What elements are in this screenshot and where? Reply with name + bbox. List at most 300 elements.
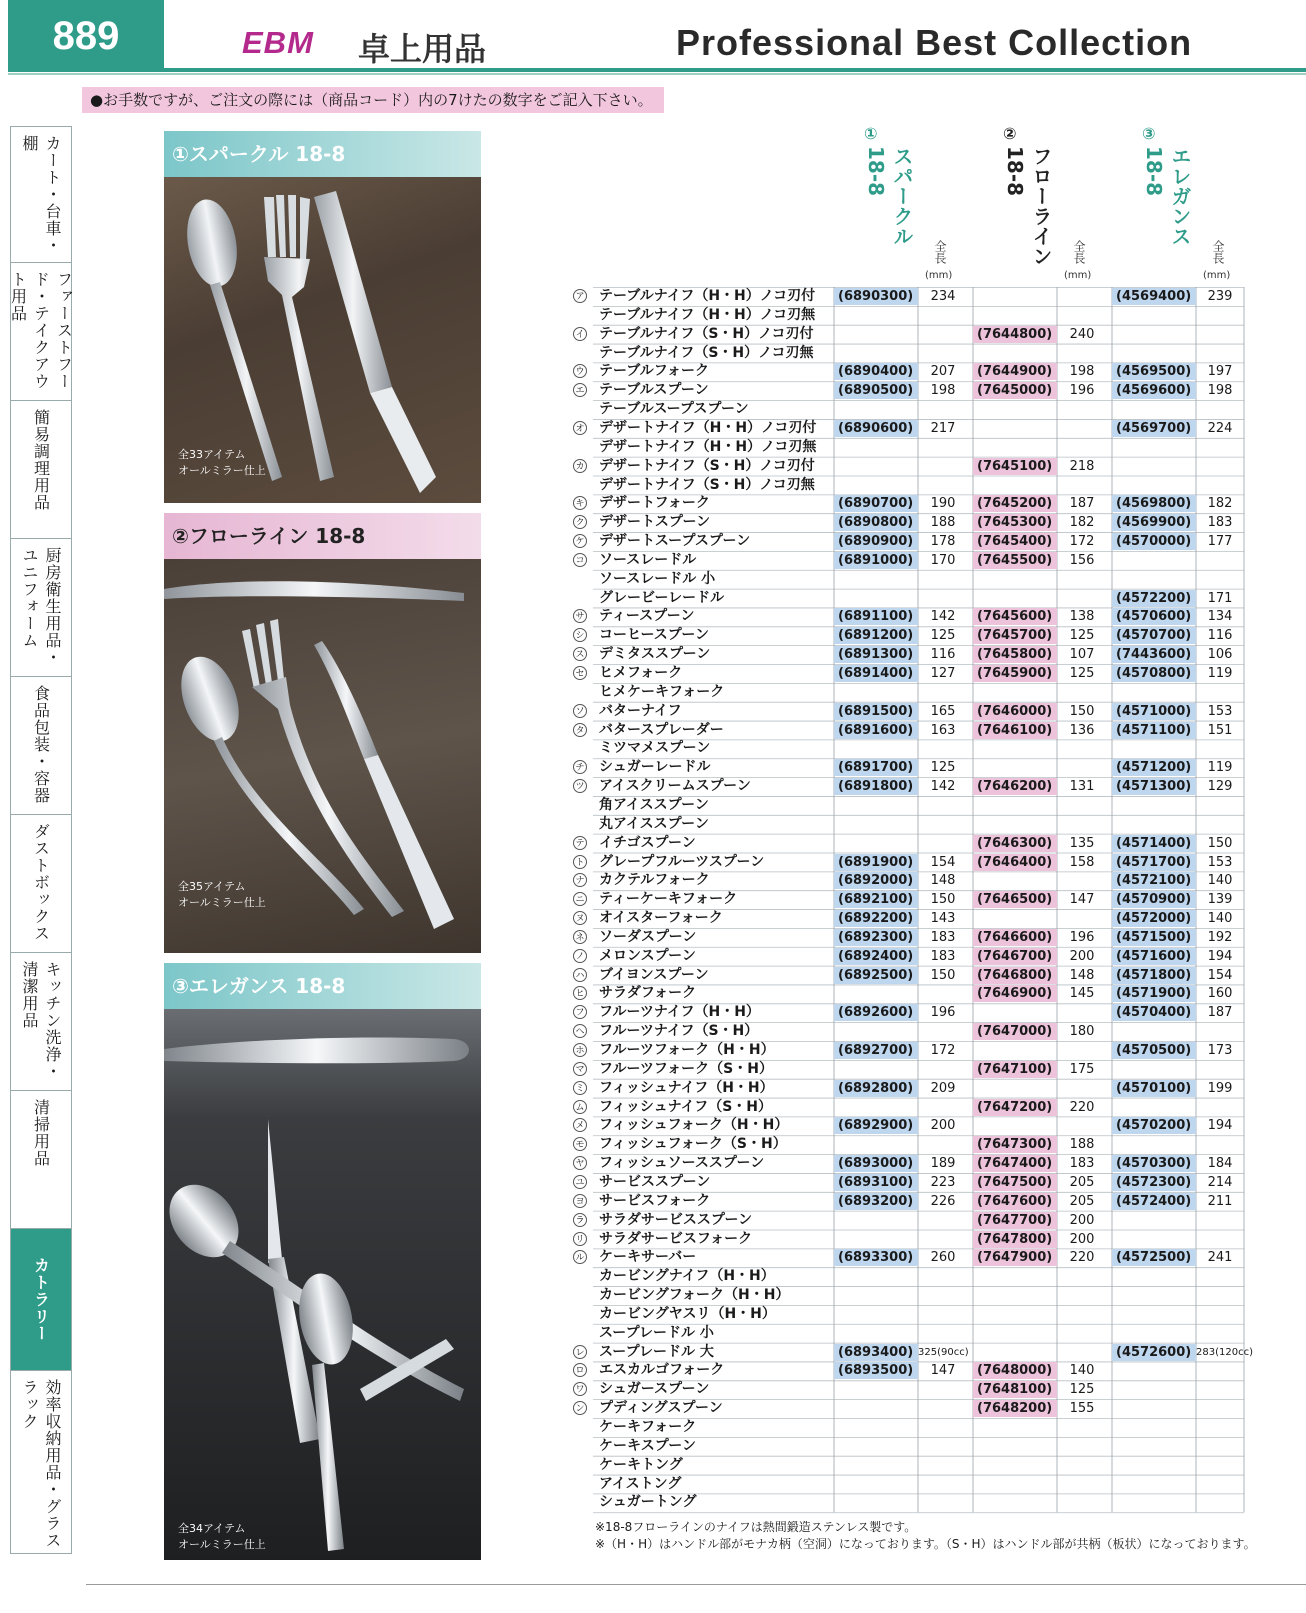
side-tab-storage[interactable] — [11, 1371, 71, 1553]
sparkle-code: (6890500) — [834, 382, 918, 399]
sparkle-length — [918, 684, 968, 701]
item-name: デザートナイフ（H・H）ノコ刃無 — [599, 438, 817, 455]
table-row — [573, 871, 1244, 890]
sparkle-length: 217 — [930, 420, 956, 436]
flowline-length — [1057, 759, 1107, 776]
flowline-code: (7646300) — [973, 835, 1057, 852]
sparkle-code — [834, 401, 918, 418]
elegance-length — [1196, 816, 1244, 833]
flowline-code: (7646400) — [973, 854, 1057, 871]
sparkle-code — [834, 684, 918, 701]
flowline-code — [973, 439, 1057, 456]
flowline-length: 136 — [1069, 722, 1095, 738]
elegance-code — [1112, 1287, 1196, 1304]
side-index — [10, 126, 72, 1554]
row-marker: ト — [573, 855, 587, 869]
sparkle-code — [834, 590, 918, 607]
row-marker: コ — [573, 553, 587, 567]
sparkle-length: 125 — [930, 760, 956, 776]
sparkle-code — [834, 1419, 918, 1436]
row-marker: チ — [573, 760, 587, 774]
elegance-length — [1196, 307, 1244, 324]
elegance-length: 194 — [1207, 948, 1233, 964]
length-unit: (mm) — [1203, 270, 1231, 281]
length-unit: (mm) — [925, 270, 953, 281]
side-tab-label: 厨房衛生用品・ユニフォーム — [20, 547, 62, 666]
row-marker: ヘ — [573, 1024, 587, 1038]
series-header-sparkle — [864, 124, 914, 284]
item-name: ソースレードル — [599, 551, 697, 568]
sparkle-length: 223 — [930, 1174, 956, 1190]
sparkle-code: (6891200) — [834, 627, 918, 644]
sparkle-code: (6893200) — [834, 1193, 918, 1210]
row-marker: イ — [573, 327, 587, 341]
flowline-length: 125 — [1069, 628, 1095, 644]
sparkle-code — [834, 439, 918, 456]
sparkle-code: (6893300) — [834, 1249, 918, 1266]
flowline-code: (7647800) — [973, 1231, 1057, 1248]
series-header-flowline — [1003, 124, 1053, 284]
flowline-code: (7646500) — [973, 891, 1057, 908]
elegance-code: (4570800) — [1112, 665, 1196, 682]
sparkle-length: 198 — [930, 383, 956, 399]
flowline-code: (7646900) — [973, 985, 1057, 1002]
flowline-code — [973, 684, 1057, 701]
table-row — [573, 1399, 1244, 1418]
elegance-code: (4571300) — [1112, 778, 1196, 795]
flowline-length — [1057, 1494, 1107, 1511]
elegance-length — [1196, 458, 1244, 475]
row-marker: ツ — [573, 779, 587, 793]
side-tab-food-packaging[interactable] — [11, 677, 71, 815]
flowline-length — [1057, 1080, 1107, 1097]
sparkle-code: (6890300) — [834, 288, 918, 305]
table-row — [573, 381, 1244, 400]
side-tab-cleaning[interactable] — [11, 1091, 71, 1229]
flowline-length: 220 — [1069, 1250, 1095, 1266]
sparkle-length — [918, 401, 968, 418]
elegance-length — [1196, 1136, 1244, 1153]
elegance-length: 129 — [1207, 779, 1233, 795]
side-tab-fastfood[interactable] — [8, 263, 74, 401]
elegance-code: (4571600) — [1112, 948, 1196, 965]
flowline-code: (7646100) — [973, 722, 1057, 739]
sparkle-length — [918, 1136, 968, 1153]
sparkle-code — [834, 1457, 918, 1474]
flowline-length: 156 — [1069, 552, 1095, 568]
sparkle-code — [834, 797, 918, 814]
table-row — [573, 758, 1244, 777]
elegance-length — [1196, 797, 1244, 814]
sparkle-length — [918, 1061, 968, 1078]
flowline-length — [1057, 1268, 1107, 1285]
row-marker: ユ — [573, 1175, 587, 1189]
flowline-code — [973, 1438, 1057, 1455]
sparkle-code — [834, 1400, 918, 1417]
elegance-code — [1112, 401, 1196, 418]
table-row — [573, 344, 1244, 363]
flowline-code — [973, 1419, 1057, 1436]
series-number: ① — [864, 124, 878, 143]
item-name: シュガートング — [599, 1494, 697, 1511]
item-name: テーブルナイフ（H・H）ノコ刃付 — [599, 288, 816, 304]
table-row — [573, 909, 1244, 928]
flowline-code — [973, 1325, 1057, 1342]
item-name: デザートフォーク — [599, 495, 710, 512]
side-tab-kitchen-cleaning[interactable] — [11, 953, 71, 1091]
elegance-code — [1112, 552, 1196, 569]
flowline-code — [973, 420, 1057, 437]
table-row — [573, 362, 1244, 381]
sparkle-length: 163 — [930, 722, 956, 738]
flowline-code: (7645700) — [973, 627, 1057, 644]
flowline-code: (7644900) — [973, 363, 1057, 380]
sparkle-length — [918, 816, 968, 833]
elegance-code: (4572600) — [1112, 1344, 1196, 1361]
elegance-code — [1112, 1494, 1196, 1511]
table-row — [573, 513, 1244, 532]
item-name: フィッシュナイフ（H・H） — [599, 1079, 774, 1096]
elegance-code: (4571500) — [1112, 929, 1196, 946]
side-tab-simple-cooking[interactable] — [11, 401, 71, 539]
flowline-code: (7644800) — [973, 326, 1057, 343]
flowline-code — [973, 759, 1057, 776]
sparkle-length: 147 — [930, 1363, 956, 1379]
series-number: ③ — [1142, 124, 1156, 143]
sparkle-code: (6891100) — [834, 608, 918, 625]
sparkle-code: (6892500) — [834, 967, 918, 984]
elegance-code: (4569500) — [1112, 363, 1196, 380]
row-marker: モ — [573, 1137, 587, 1151]
flowline-code: (7645800) — [973, 646, 1057, 663]
elegance-code — [1112, 439, 1196, 456]
flowline-code — [973, 477, 1057, 494]
sparkle-code — [834, 1231, 918, 1248]
flowline-code: (7648100) — [973, 1381, 1057, 1398]
elegance-length: 211 — [1207, 1193, 1233, 1209]
elegance-code: (4569800) — [1112, 495, 1196, 512]
elegance-length — [1196, 1325, 1244, 1342]
table-row — [573, 1135, 1244, 1154]
item-name: フィッシュフォーク（S・H） — [599, 1136, 787, 1153]
elegance-code: (4570000) — [1112, 533, 1196, 550]
elegance-code — [1112, 1136, 1196, 1153]
elegance-length: 153 — [1207, 854, 1233, 870]
table-row — [573, 739, 1244, 758]
elegance-length: 119 — [1207, 760, 1233, 776]
flowline-code — [973, 1306, 1057, 1323]
footnote-forged: ※18-8フローラインのナイフは熱間鍛造ステンレス製です。 — [595, 1520, 917, 1534]
elegance-length: 154 — [1207, 967, 1233, 983]
item-name: グレープフルーツスプーン — [599, 853, 765, 870]
footnote-handle: ※（H・H）はハンドル部がモナカ柄（空洞）になっております。（S・H）はハンドル部が共柄（板状）になっております。 — [595, 1537, 1256, 1551]
flowline-length — [1057, 1287, 1107, 1304]
item-name: デザートスプーン — [599, 514, 711, 531]
flowline-length: 182 — [1069, 515, 1095, 531]
elegance-length — [1196, 401, 1244, 418]
elegance-code: (4571200) — [1112, 759, 1196, 776]
item-name: 丸アイススプーン — [599, 815, 709, 832]
elegance-length: 151 — [1207, 722, 1233, 738]
row-marker: ミ — [573, 1081, 587, 1095]
side-tab-dustbox[interactable] — [11, 815, 71, 953]
flowline-code: (7646000) — [973, 703, 1057, 720]
flowline-length — [1057, 401, 1107, 418]
product-header-sparkle: ①スパークル 18-8 — [164, 131, 481, 177]
flowline-length: 205 — [1069, 1174, 1095, 1190]
elegance-code — [1112, 1362, 1196, 1379]
elegance-length — [1196, 1476, 1244, 1493]
row-marker: ハ — [573, 968, 587, 982]
item-name: ティーケーキフォーク — [599, 891, 738, 908]
item-name: サービススプーン — [599, 1173, 711, 1190]
sparkle-length — [918, 740, 968, 757]
flowline-code — [973, 307, 1057, 324]
sparkle-code: (6892000) — [834, 872, 918, 889]
elegance-length — [1196, 1061, 1244, 1078]
sparkle-code: (6893100) — [834, 1174, 918, 1191]
elegance-code — [1112, 684, 1196, 701]
flowline-code — [973, 288, 1057, 305]
item-name: スープレードル 大 — [599, 1343, 714, 1360]
flowline-length — [1057, 1438, 1107, 1455]
table-row — [573, 834, 1244, 853]
flowline-code — [973, 1344, 1057, 1361]
sparkle-length: 172 — [930, 1043, 956, 1058]
sparkle-code — [834, 1268, 918, 1285]
flowline-code: (7646800) — [973, 967, 1057, 984]
elegance-code — [1112, 1023, 1196, 1040]
elegance-length: 171 — [1207, 590, 1233, 606]
table-row — [573, 419, 1244, 438]
flowline-length — [1057, 740, 1107, 757]
elegance-length — [1196, 1438, 1244, 1455]
item-name: サラダサービスフォーク — [599, 1230, 753, 1247]
elegance-length — [1196, 571, 1244, 588]
elegance-code — [1112, 797, 1196, 814]
sparkle-length: 196 — [930, 1005, 956, 1021]
table-row — [573, 1437, 1244, 1456]
table-row — [573, 721, 1244, 740]
flowline-length — [1057, 1306, 1107, 1323]
flowline-code: (7647000) — [973, 1023, 1057, 1040]
elegance-code: (4571000) — [1112, 703, 1196, 720]
elegance-length — [1196, 684, 1244, 701]
item-name: テーブルナイフ（H・H）ノコ刃無 — [599, 306, 816, 323]
sparkle-length: 207 — [930, 364, 956, 380]
sparkle-code: (6891500) — [834, 703, 918, 720]
item-name: バターナイフ — [599, 702, 682, 719]
table-row — [573, 1267, 1244, 1286]
sparkle-length — [918, 345, 968, 362]
row-marker: セ — [573, 666, 587, 680]
item-name: ティースプーン — [599, 608, 695, 625]
product-photo-flowline — [164, 559, 481, 953]
table-row — [573, 589, 1244, 608]
item-name: プディングスプーン — [599, 1400, 723, 1417]
flowline-length — [1057, 420, 1107, 437]
product-header-flowline: ②フローライン 18-8 — [164, 513, 481, 559]
item-name: グレービーレードル — [599, 589, 725, 606]
item-name: シュガーレードル — [599, 759, 711, 776]
sparkle-code: (6892100) — [834, 891, 918, 908]
elegance-length — [1196, 1231, 1244, 1248]
order-notice: ●お手数ですが、ご注文の際には（商品コード）内の7けたの数字をご記入下さい。 — [82, 87, 664, 113]
sparkle-code — [834, 1023, 918, 1040]
item-name: アイストング — [599, 1475, 682, 1492]
sparkle-code: (6892700) — [834, 1042, 918, 1059]
elegance-code: (4572000) — [1112, 910, 1196, 927]
flowline-code: (7647300) — [973, 1136, 1057, 1153]
series-number: ② — [1003, 124, 1017, 143]
elegance-code: (4571800) — [1112, 967, 1196, 984]
elegance-length — [1196, 326, 1244, 343]
finish-note: オールミラー仕上 — [178, 896, 266, 909]
table-row — [573, 1475, 1244, 1494]
item-name: ミツマメスプーン — [599, 740, 711, 757]
row-marker: サ — [573, 609, 587, 623]
sparkle-length: 188 — [930, 515, 956, 531]
elegance-length — [1196, 1381, 1244, 1398]
sparkle-length — [918, 477, 968, 494]
sparkle-code: (6891700) — [834, 759, 918, 776]
sparkle-code — [834, 1476, 918, 1493]
flowline-length: 175 — [1069, 1061, 1095, 1077]
flowline-code: (7647500) — [973, 1174, 1057, 1191]
flowline-length — [1057, 872, 1107, 889]
row-marker: ケ — [573, 534, 587, 548]
table-row — [573, 1173, 1244, 1192]
flowline-length: 158 — [1069, 854, 1095, 870]
sparkle-length — [918, 1400, 968, 1417]
table-row — [573, 928, 1244, 947]
sparkle-code: (6893500) — [834, 1362, 918, 1379]
flowline-code: (7646600) — [973, 929, 1057, 946]
row-marker: ス — [573, 647, 587, 661]
flowline-code: (7648000) — [973, 1362, 1057, 1379]
side-tab-cutlery[interactable] — [11, 1229, 71, 1371]
sparkle-length: 125 — [930, 628, 956, 644]
table-row — [573, 306, 1244, 325]
flowline-length — [1057, 307, 1107, 324]
side-tab-hygiene[interactable] — [11, 539, 71, 677]
sparkle-length — [918, 1099, 968, 1116]
sparkle-length — [918, 1268, 968, 1285]
flowline-length: 155 — [1069, 1401, 1095, 1417]
footer-rule — [86, 1584, 1306, 1585]
flowline-code: (7647700) — [973, 1212, 1057, 1229]
flowline-code: (7646200) — [973, 778, 1057, 795]
flowline-length — [1057, 816, 1107, 833]
item-name: ケーキサーバー — [599, 1249, 697, 1266]
table-row — [573, 1418, 1244, 1437]
elegance-length: 140 — [1207, 873, 1233, 889]
table-row — [573, 1060, 1244, 1079]
elegance-length: 134 — [1207, 609, 1233, 625]
row-marker: ウ — [573, 364, 587, 378]
flowline-code — [973, 1117, 1057, 1134]
elegance-code — [1112, 326, 1196, 343]
flowline-length: 145 — [1069, 986, 1095, 1002]
elegance-code: (4570200) — [1112, 1117, 1196, 1134]
sparkle-code: (6893400) — [834, 1344, 918, 1361]
row-marker: ヤ — [573, 1156, 587, 1170]
item-name: カービングヤスリ（H・H） — [599, 1305, 776, 1322]
elegance-length: 139 — [1207, 892, 1233, 908]
item-name: ケーキフォーク — [599, 1419, 697, 1435]
sparkle-code — [834, 1494, 918, 1511]
elegance-code — [1112, 740, 1196, 757]
table-row — [573, 1022, 1244, 1041]
table-row — [573, 984, 1244, 1003]
row-marker: オ — [573, 421, 587, 435]
elegance-code: (4570700) — [1112, 627, 1196, 644]
flowline-length: 180 — [1069, 1024, 1095, 1040]
row-marker: ナ — [573, 873, 587, 887]
item-count: 全34アイテム — [178, 1522, 246, 1535]
table-row — [573, 1305, 1244, 1324]
flowline-length — [1057, 590, 1107, 607]
sparkle-length: 260 — [930, 1250, 956, 1266]
item-count: 全33アイテム — [178, 448, 246, 461]
sparkle-length: 150 — [930, 967, 956, 983]
flowline-code — [973, 910, 1057, 927]
product-photo-elegance — [164, 1009, 481, 1560]
flowline-length: 187 — [1069, 496, 1095, 512]
flowline-length: 220 — [1069, 1099, 1095, 1115]
elegance-length: 182 — [1207, 496, 1233, 512]
item-name: ブイヨンスプーン — [599, 966, 709, 983]
flowline-length — [1057, 1419, 1107, 1436]
sparkle-length: 209 — [930, 1080, 956, 1096]
sparkle-code — [834, 1061, 918, 1078]
elegance-length — [1196, 1457, 1244, 1474]
item-name: テーブルスープスプーン — [599, 401, 749, 418]
elegance-length — [1196, 1212, 1244, 1229]
sparkle-length — [918, 1287, 968, 1304]
sparkle-length: 142 — [930, 779, 956, 795]
table-row — [573, 325, 1244, 344]
elegance-length: 183 — [1207, 515, 1233, 531]
flowline-code — [973, 872, 1057, 889]
elegance-length: 241 — [1207, 1250, 1233, 1266]
elegance-length: 187 — [1207, 1005, 1233, 1021]
table-row — [573, 494, 1244, 513]
finish-note: オールミラー仕上 — [178, 1538, 266, 1551]
elegance-code: (4572300) — [1112, 1174, 1196, 1191]
row-marker: レ — [573, 1345, 587, 1359]
side-tab-carts[interactable] — [11, 127, 71, 263]
table-row — [573, 607, 1244, 626]
table-row — [573, 287, 1244, 306]
header-rule — [164, 68, 1306, 72]
item-name: テーブルフォーク — [599, 363, 710, 380]
elegance-code — [1112, 1099, 1196, 1116]
row-marker: ヨ — [573, 1194, 587, 1208]
item-name: フィッシュソーススプーン — [599, 1155, 765, 1172]
side-tab-label: 簡易調理用品 — [31, 409, 51, 511]
row-marker: ニ — [573, 892, 587, 906]
item-name: デザートスープスプーン — [599, 533, 751, 550]
flowline-code: (7647200) — [973, 1099, 1057, 1116]
row-marker: ヌ — [573, 911, 587, 925]
sparkle-length — [918, 1381, 968, 1398]
table-row — [573, 1003, 1244, 1022]
elegance-code — [1112, 1306, 1196, 1323]
elegance-code — [1112, 1231, 1196, 1248]
sparkle-code — [834, 985, 918, 1002]
sparkle-code: (6891400) — [834, 665, 918, 682]
